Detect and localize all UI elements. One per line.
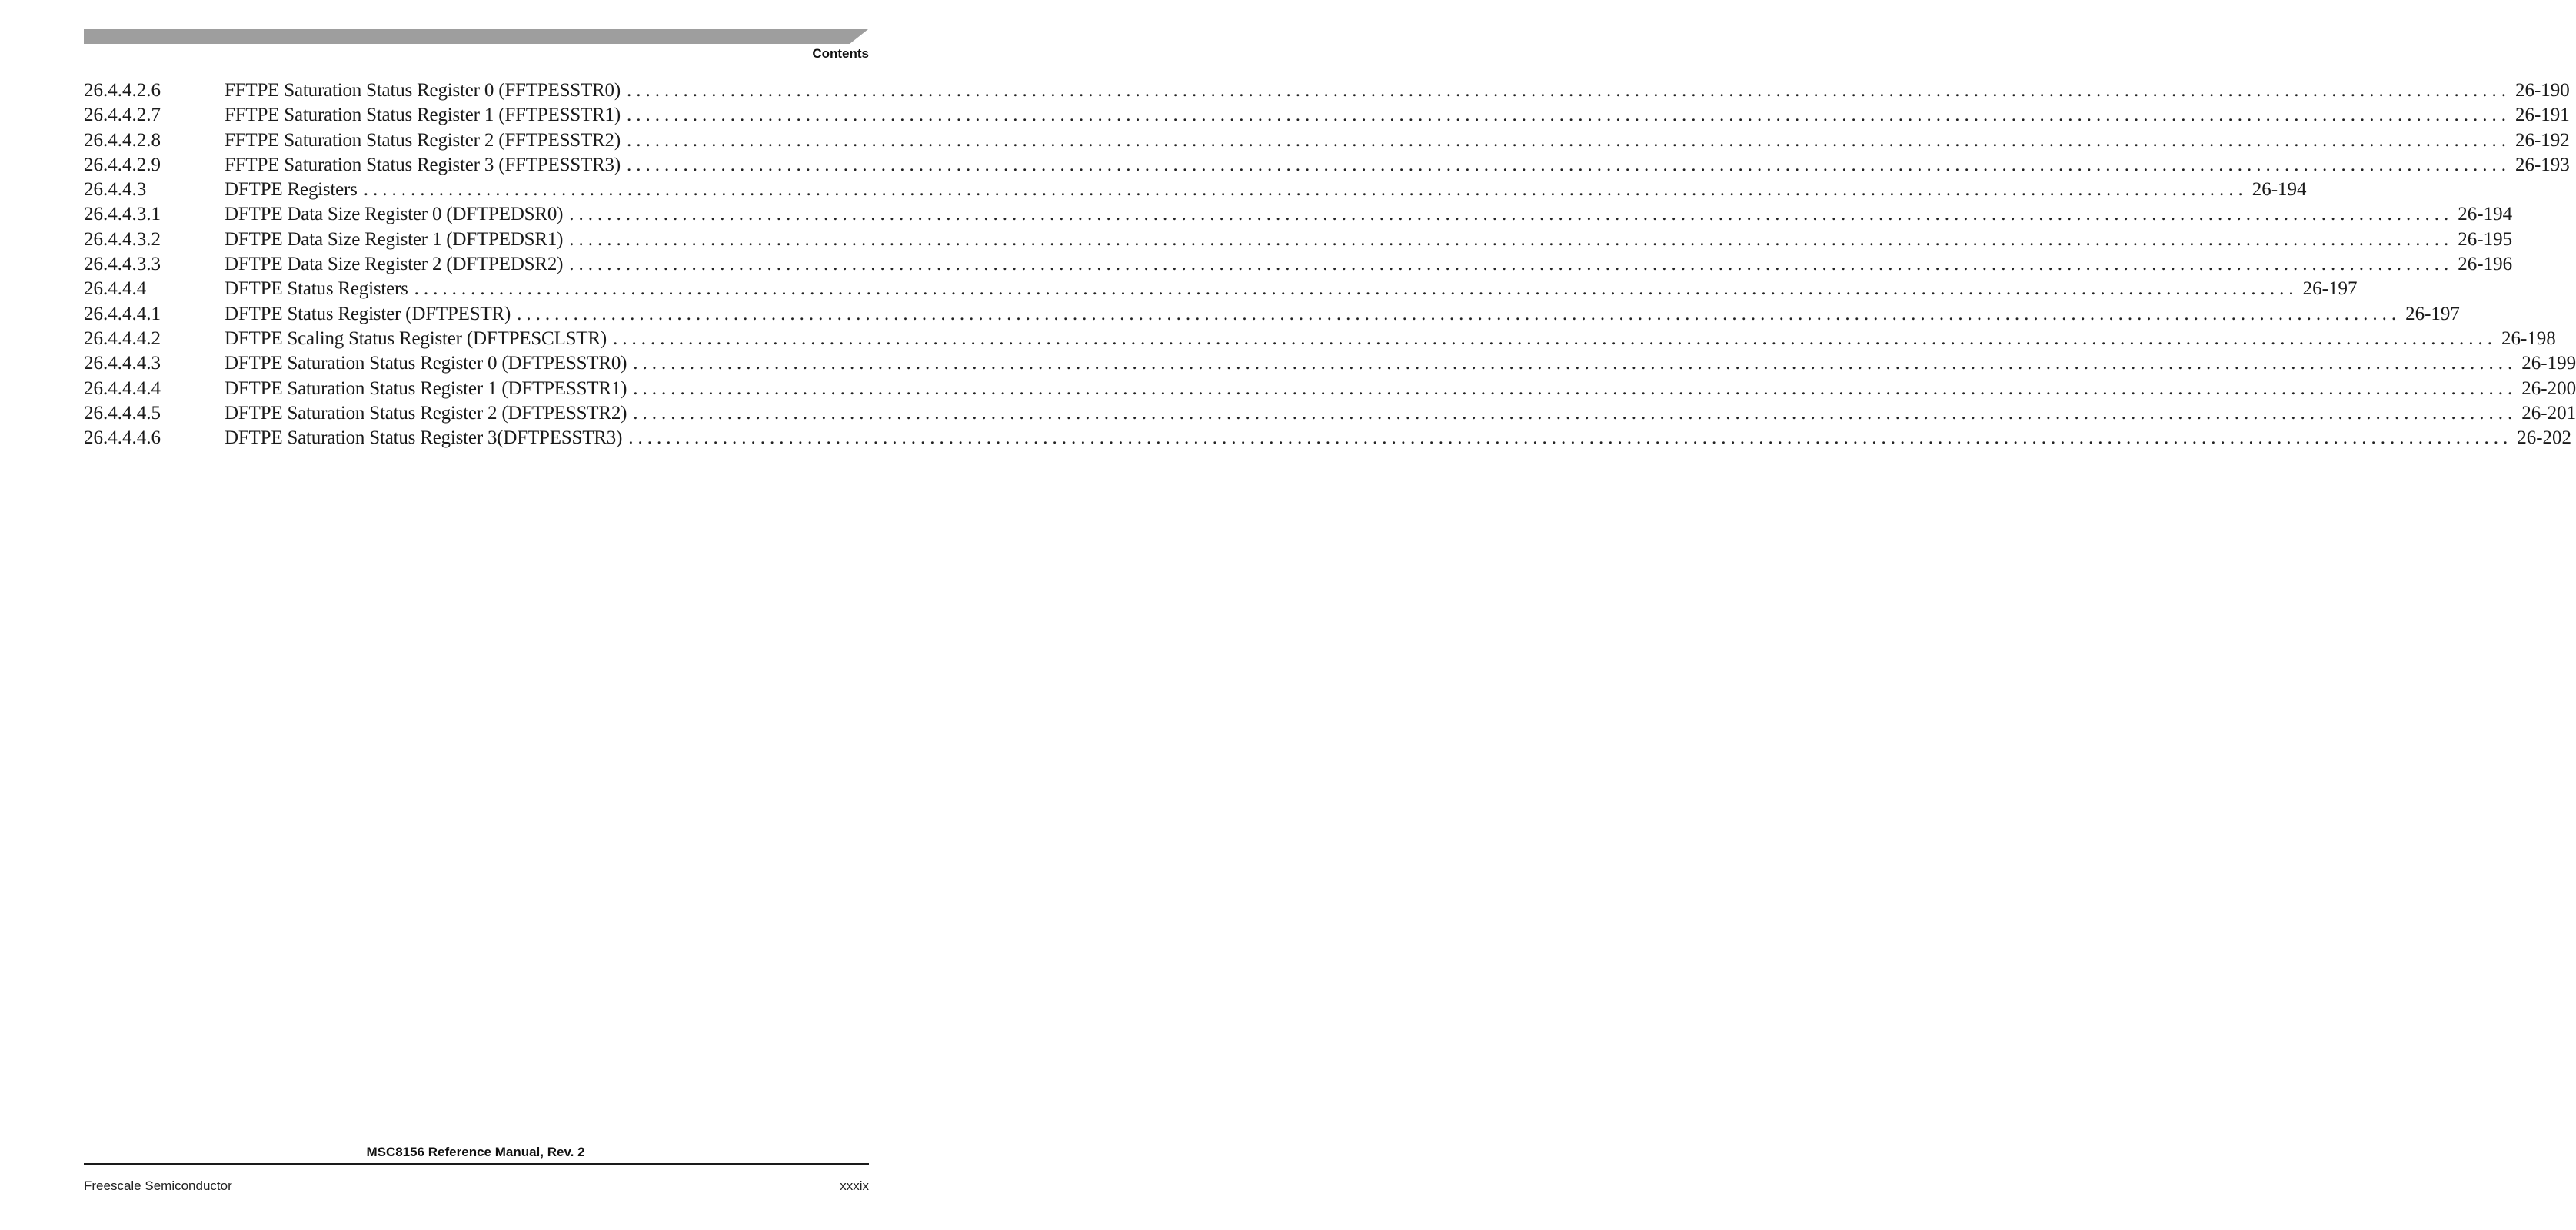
toc-entry-number: 26.4.4.2.6 bbox=[84, 80, 161, 101]
toc-entry[interactable] bbox=[84, 202, 2513, 227]
toc-entry[interactable] bbox=[84, 228, 2513, 252]
toc-entry-number: 26.4.4.3.1 bbox=[84, 204, 161, 225]
toc-entry-number: 26.4.4.4.6 bbox=[84, 427, 161, 449]
toc-entry[interactable] bbox=[84, 103, 2570, 128]
toc-dot-leader: ........................................................................................................................................................................................................ bbox=[633, 402, 2518, 424]
toc-dot-leader: ........................................................................................................................................................................................................ bbox=[414, 278, 2298, 300]
toc-entry-title[interactable]: DFTPE Data Size Register 1 (DFTPEDSR1) bbox=[225, 228, 564, 250]
toc-entry-page[interactable]: 26-194 bbox=[2458, 204, 2513, 225]
toc-entry-title[interactable]: FFTPE Saturation Status Register 3 (FFTPESSTR3) bbox=[225, 154, 621, 175]
toc-entry-title[interactable]: DFTPE Data Size Register 2 (DFTPEDSR2) bbox=[225, 254, 564, 275]
toc-dot-leader: ........................................................................................................................................................................................................ bbox=[626, 105, 2511, 126]
toc-entry[interactable] bbox=[84, 377, 2576, 401]
toc-dot-leader: ........................................................................................................................................................................................................ bbox=[628, 427, 2513, 449]
toc-entry-page[interactable]: 26-192 bbox=[2514, 129, 2570, 151]
header-label: Contents bbox=[812, 46, 869, 61]
header-bar-graphic bbox=[84, 29, 868, 44]
toc-entry[interactable] bbox=[84, 327, 2556, 351]
toc-entry-number: 26.4.4.4.1 bbox=[84, 303, 161, 324]
toc-entry-page[interactable]: 26-197 bbox=[2302, 278, 2358, 300]
toc-entry[interactable] bbox=[84, 128, 2570, 153]
toc-entry-page[interactable]: 26-202 bbox=[2517, 427, 2572, 449]
toc-entry-title[interactable]: DFTPE Status Registers bbox=[225, 278, 408, 300]
footer-rule bbox=[84, 1163, 869, 1165]
toc-dot-leader: ........................................................................................................................................................................................................ bbox=[633, 377, 2518, 399]
toc-entry-number: 26.4.4.3.2 bbox=[84, 228, 161, 250]
toc-dot-leader: ........................................................................................................................................................................................................ bbox=[626, 80, 2511, 101]
toc-entry-page[interactable]: 26-190 bbox=[2514, 80, 2570, 101]
toc-dot-leader: ........................................................................................................................................................................................................ bbox=[633, 353, 2518, 374]
toc-dot-leader: ........................................................................................................................................................................................................ bbox=[569, 204, 2454, 225]
toc-entry-page[interactable]: 26-196 bbox=[2458, 254, 2513, 275]
toc-entry-number: 26.4.4.2.8 bbox=[84, 129, 161, 151]
toc-entry-number: 26.4.4.3.3 bbox=[84, 254, 161, 275]
toc-entry-title[interactable]: DFTPE Saturation Status Register 2 (DFTPESSTR2) bbox=[225, 402, 627, 424]
footer-page-number: xxxix bbox=[840, 1178, 869, 1193]
toc-entry-title[interactable]: DFTPE Saturation Status Register 3(DFTPESSTR3) bbox=[225, 427, 623, 449]
toc-dot-leader: ........................................................................................................................................................................................................ bbox=[626, 129, 2511, 151]
toc-entry-title[interactable]: FFTPE Saturation Status Register 2 (FFTPESSTR2) bbox=[225, 129, 621, 151]
toc-entry[interactable] bbox=[84, 277, 2358, 301]
toc-entry-number: 26.4.4.4 bbox=[84, 278, 147, 300]
toc-entry-title[interactable]: DFTPE Saturation Status Register 0 (DFTPESSTR0) bbox=[225, 353, 627, 374]
toc-entry-page[interactable]: 26-197 bbox=[2405, 303, 2460, 324]
toc-dot-leader: ........................................................................................................................................................................................................ bbox=[569, 254, 2454, 275]
toc-dot-leader: ........................................................................................................................................................................................................ bbox=[612, 327, 2497, 349]
footer-manual-title: MSC8156 Reference Manual, Rev. 2 bbox=[366, 1145, 585, 1159]
toc-entry[interactable] bbox=[84, 178, 2307, 202]
toc-entry[interactable] bbox=[84, 426, 2572, 450]
toc-entry[interactable] bbox=[84, 153, 2570, 178]
toc-entry-title[interactable]: DFTPE Status Register (DFTPESTR) bbox=[225, 303, 511, 324]
toc-dot-leader: ........................................................................................................................................................................................................ bbox=[569, 228, 2454, 250]
toc-entry-page[interactable]: 26-191 bbox=[2514, 105, 2570, 126]
toc-entry[interactable] bbox=[84, 252, 2513, 277]
toc-entry-number: 26.4.4.4.5 bbox=[84, 402, 161, 424]
toc-entry-page[interactable]: 26-198 bbox=[2501, 327, 2556, 349]
toc-entry-number: 26.4.4.4.2 bbox=[84, 327, 161, 349]
toc-entry-number: 26.4.4.2.9 bbox=[84, 154, 161, 175]
toc-entry-page[interactable]: 26-194 bbox=[2252, 179, 2307, 201]
toc-entry-page[interactable]: 26-199 bbox=[2521, 353, 2576, 374]
toc-entry-page[interactable]: 26-195 bbox=[2458, 228, 2513, 250]
toc-entry[interactable] bbox=[84, 302, 2460, 327]
toc-entry-number: 26.4.4.4.3 bbox=[84, 353, 161, 374]
toc-dot-leader: ........................................................................................................................................................................................................ bbox=[517, 303, 2401, 324]
toc-entry-page[interactable]: 26-200 bbox=[2521, 377, 2576, 399]
toc-entry-title[interactable]: DFTPE Saturation Status Register 1 (DFTPESSTR1) bbox=[225, 377, 627, 399]
toc-dot-leader: ........................................................................................................................................................................................................ bbox=[363, 179, 2248, 201]
footer-company: Freescale Semiconductor bbox=[84, 1178, 232, 1193]
toc-entry-title[interactable]: FFTPE Saturation Status Register 1 (FFTPESSTR1) bbox=[225, 105, 621, 126]
toc-entry-page[interactable]: 26-193 bbox=[2514, 154, 2570, 175]
toc-entry-number: 26.4.4.2.7 bbox=[84, 105, 161, 126]
toc-entry-title[interactable]: DFTPE Scaling Status Register (DFTPESCLSTR) bbox=[225, 327, 607, 349]
toc-entry-title[interactable]: DFTPE Registers bbox=[225, 179, 358, 201]
header-bar bbox=[84, 29, 868, 44]
toc-entry[interactable] bbox=[84, 78, 2570, 103]
toc-entry-number: 26.4.4.3 bbox=[84, 179, 147, 201]
toc-entry-title[interactable]: DFTPE Data Size Register 0 (DFTPEDSR0) bbox=[225, 204, 564, 225]
toc-dot-leader: ........................................................................................................................................................................................................ bbox=[626, 154, 2511, 175]
toc-entry-number: 26.4.4.4.4 bbox=[84, 377, 161, 399]
toc-entry-title[interactable]: FFTPE Saturation Status Register 0 (FFTPESSTR0) bbox=[225, 80, 621, 101]
toc-entry[interactable] bbox=[84, 351, 2576, 376]
toc-entry[interactable] bbox=[84, 401, 2576, 426]
toc-entry-page[interactable]: 26-201 bbox=[2521, 402, 2576, 424]
table-of-contents bbox=[84, 78, 2576, 450]
